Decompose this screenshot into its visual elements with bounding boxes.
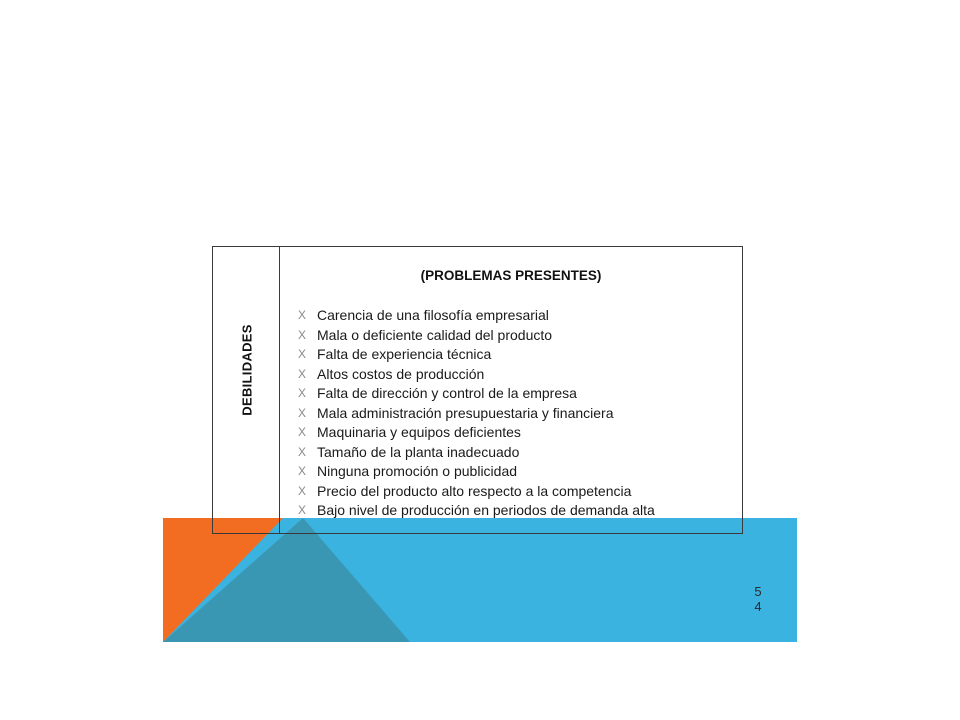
problem-item [298, 306, 742, 326]
problem-item [298, 326, 742, 346]
problem-text: Carencia de una filosofía empresarial [317, 307, 549, 323]
problem-text: Altos costos de producción [317, 365, 485, 382]
decorative-band [163, 518, 797, 642]
problem-text: Mala administración presupuestaria y financiera [317, 404, 614, 421]
problem-text: Bajo nivel de producción en periodos de demanda alta [317, 502, 655, 518]
problem-text: Maquinaria y equipos deficientes [317, 424, 521, 440]
content-cell [280, 247, 742, 533]
slide-number: 54 [754, 584, 762, 614]
x-bullet-icon: X [298, 327, 307, 342]
x-bullet-icon: X [298, 366, 307, 381]
problem-item [298, 345, 742, 365]
x-bullet-icon: X [298, 444, 307, 459]
decorative-triangles [163, 518, 797, 642]
x-bullet-icon: X [298, 503, 307, 517]
x-bullet-icon: X [298, 425, 307, 439]
problem-item [298, 423, 742, 443]
problem-item [298, 443, 742, 463]
problem-text: Precio del producto alto respecto a la competencia [317, 482, 632, 499]
problem-text: Falta de dirección y control de la empresa [317, 385, 577, 401]
problem-item [298, 404, 742, 424]
section-heading: (PROBLEMAS PRESENTES) [420, 268, 602, 283]
problem-item [298, 501, 742, 521]
x-bullet-icon: X [298, 347, 307, 361]
problem-item [298, 482, 742, 502]
problem-item [298, 384, 742, 404]
x-bullet-icon: X [298, 308, 307, 322]
x-bullet-icon: X [298, 386, 307, 400]
row-label: DEBILIDADES [239, 324, 255, 416]
problem-item [298, 365, 742, 385]
problem-text: Ninguna promoción o publicidad [317, 463, 518, 479]
problem-list [298, 306, 742, 521]
problem-text: Mala o deficiente calidad del producto [317, 326, 553, 343]
x-bullet-icon: X [298, 464, 307, 478]
x-bullet-icon: X [298, 405, 307, 420]
problem-text: Falta de experiencia técnica [317, 346, 492, 362]
row-label-cell [213, 247, 280, 533]
problem-item [298, 462, 742, 482]
x-bullet-icon: X [298, 483, 307, 498]
problem-text: Tamaño de la planta inadecuado [317, 443, 520, 460]
weaknesses-table [212, 246, 743, 534]
